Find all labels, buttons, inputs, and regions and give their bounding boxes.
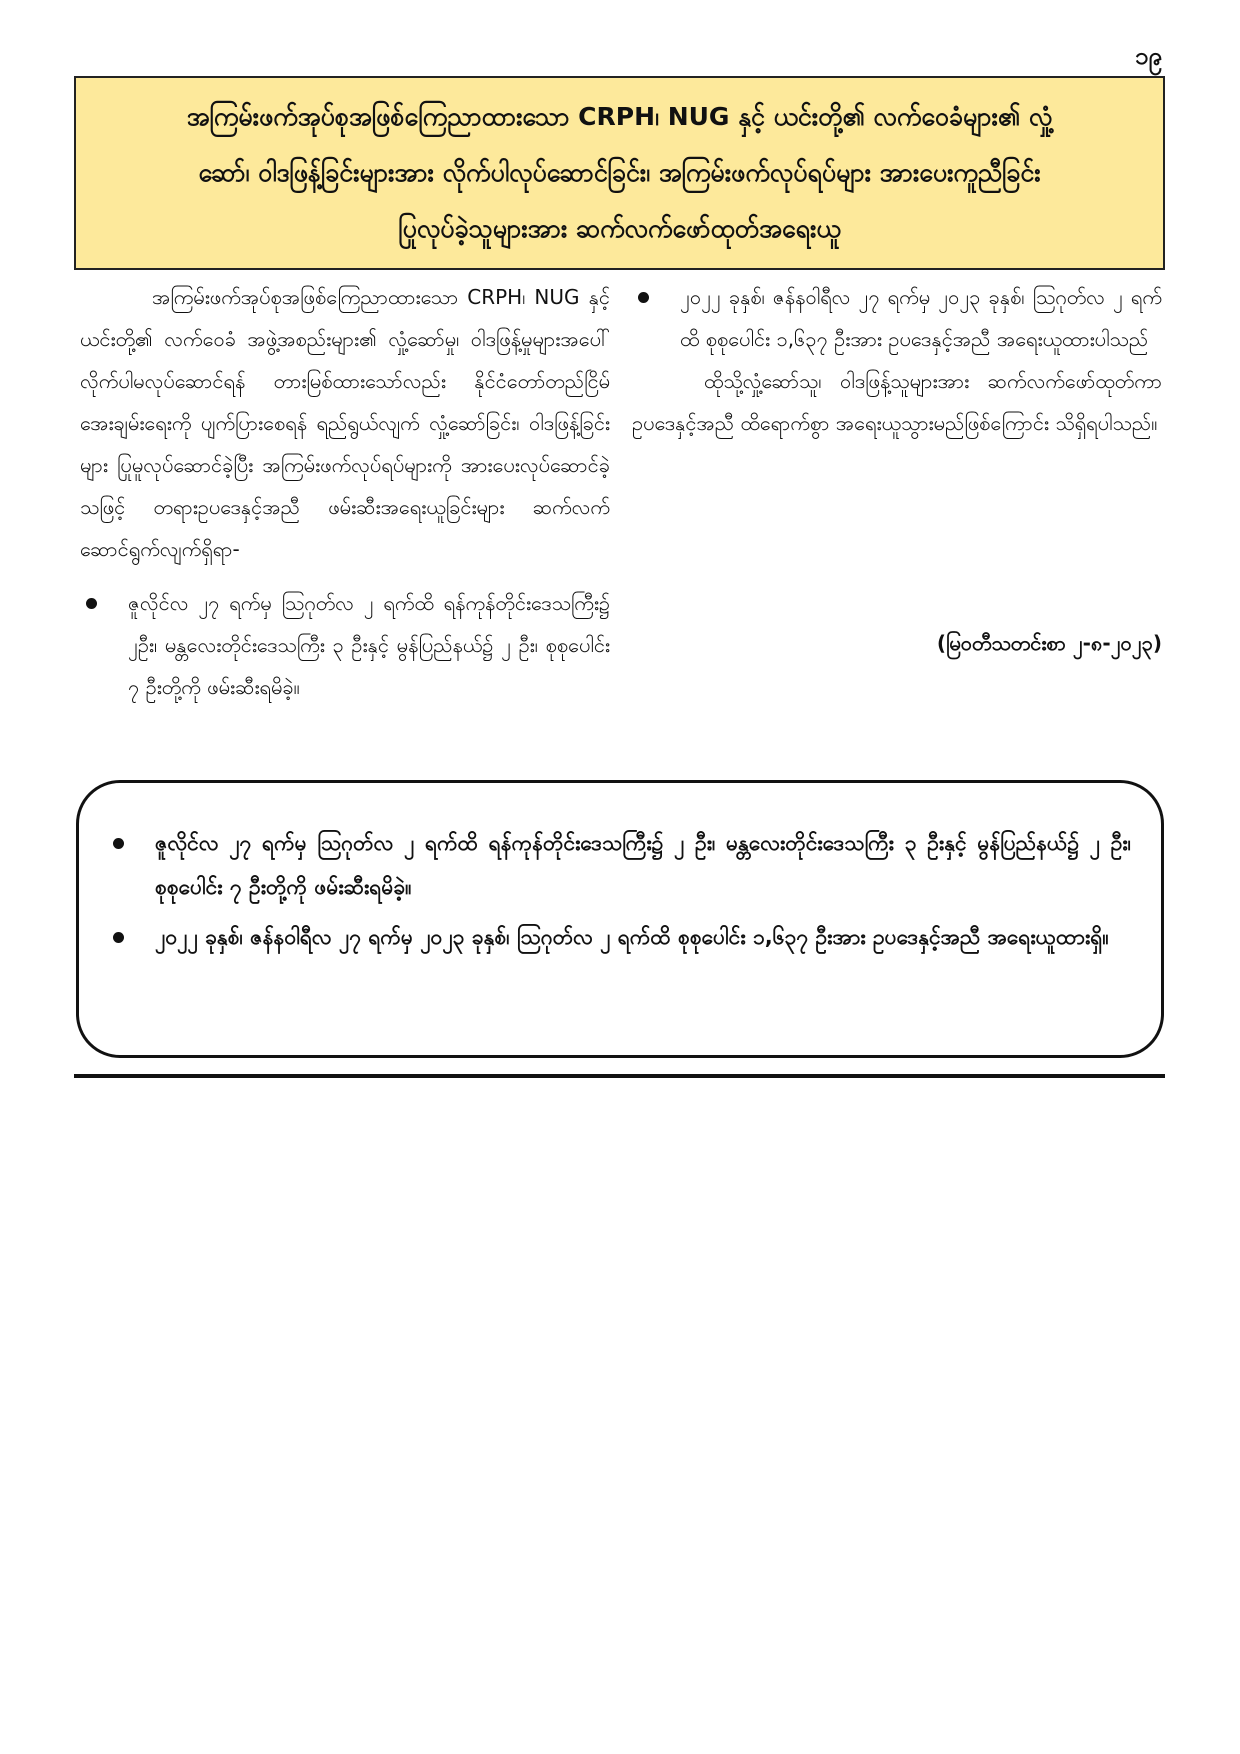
right-bullet-list bbox=[632, 276, 1162, 360]
headline-line-2: ဆော်၊ ဝါဒဖြန့်ခြင်းများအား လိုက်ပါလုပ်ဆောင်ခြင်း၊ အကြမ်းဖက်လုပ်ရပ်များ အားပေးကူညီခြင်း bbox=[198, 158, 1041, 187]
summary-item-text: ဇူလိုင်လ ၂၇ ရက်မှ ဩဂုတ်လ ၂ ရက်ထိ ရန်ကုန်တိုင်းဒေသကြီး၌ ၂ ဦး၊ မန္တလေးတိုင်းဒေသကြီး ၃ ဦးနှင့် မွန်ပြည်နယ်၌ ၂ ဦး၊ စုစုပေါင်း ၇ ဦးတို့ကို ဖမ်းဆီးရမိခဲ့။ bbox=[155, 831, 1131, 899]
headline-box bbox=[74, 76, 1165, 270]
list-item bbox=[632, 276, 1162, 360]
bullet-icon bbox=[86, 598, 97, 609]
summary-item bbox=[103, 915, 1131, 959]
source-citation: (မြဝတီသတင်းစာ ၂-၈-၂၀၂၃) bbox=[936, 631, 1162, 655]
summary-item-text: ၂၀၂၂ ခုနှစ်၊ ဇန်နဝါရီလ ၂၇ ရက်မှ ၂၀၂၃ ခုနှစ်၊ ဩဂုတ်လ ၂ ရက်ထိ စုစုပေါင်း ၁,၆၃၇ ဦးအား ဥပဒေနှင့်အညီ အရေးယူထားရှိ။ bbox=[155, 925, 1109, 949]
headline-line-3: ပြုလုပ်ခဲ့သူများအား ဆက်လက်ဖော်ထုတ်အရေးယူ bbox=[398, 214, 841, 243]
bullet-icon bbox=[638, 292, 649, 303]
bullet-icon bbox=[113, 838, 124, 849]
page-number: ၁၉ bbox=[1135, 42, 1162, 70]
list-item-text: ၂၀၂၂ ခုနှစ်၊ ဇန်နဝါရီလ ၂၇ ရက်မှ ၂၀၂၃ ခုနှစ်၊ ဩဂုတ်လ ၂ ရက်ထိ စုစုပေါင်း ၁,၆၃၇ ဦးအား ဥပဒေနှင့်အညီ အရေးယူထားပါသည် bbox=[680, 285, 1162, 351]
list-item-text: ဇူလိုင်လ ၂၇ ရက်မှ ဩဂုတ်လ ၂ ရက်ထိ ရန်ကုန်တိုင်းဒေသကြီး၌ ၂ဦး၊ မန္တလေးတိုင်းဒေသကြီး ၃ ဦးနှင့် မွန်ပြည်နယ်၌ ၂ ဦး၊ စုစုပေါင်း ၇ ဦးတို့ကို ဖမ်းဆီးရမိခဲ့။ bbox=[128, 591, 610, 699]
intro-paragraph: အကြမ်းဖက်အုပ်စုအဖြစ်ကြေညာထားသော CRPH၊ NUG နှင့်ယင်းတို့၏ လက်ဝေခံ အဖွဲ့အစည်းများ၏ လှုံ့ဆော်မှု၊ ဝါဒဖြန့်မှုများအပေါ် လိုက်ပါမလုပ်ဆောင်ရန် တားမြစ်ထားသော်လည်း နိုင်ငံတော်တည်ငြိမ်အေးချမ်းရေးကို ပျက်ပြားစေရန် ရည်ရွယ်လျက် လှုံ့ဆော်ခြင်း၊ ဝါဒဖြန့်ခြင်းများ ပြုမူလုပ်ဆောင်ခဲ့ပြီး အကြမ်းဖက်လုပ်ရပ်များကို အားပေးလုပ်ဆောင်ခဲ့သဖြင့် တရားဥပဒေနှင့်အညီ ဖမ်းဆီးအရေးယူခြင်းများ ဆက်လက်ဆောင်ရွက်လျက်ရှိရာ- bbox=[80, 285, 610, 561]
left-column bbox=[80, 276, 610, 708]
list-item bbox=[80, 582, 610, 708]
right-column bbox=[632, 276, 1162, 444]
summary-list bbox=[103, 821, 1131, 959]
summary-box bbox=[76, 780, 1164, 1058]
headline-line-1: အကြမ်းဖက်အုပ်စုအဖြစ်ကြေညာထားသော CRPH၊ NUG နှင့် ယင်းတို့၏ လက်ဝေခံများ၏ လှုံ့ bbox=[186, 102, 1053, 131]
bottom-divider bbox=[74, 1074, 1165, 1078]
closing-paragraph: ထိုသို့လှုံ့ဆော်သူ၊ ဝါဒဖြန့်သူများအား ဆက်လက်ဖော်ထုတ်ကာ ဥပဒေနှင့်အညီ ထိရောက်စွာ အရေးယူသွားမည်ဖြစ်ကြောင်း သိရှိရပါသည်။ bbox=[632, 369, 1162, 435]
left-bullet-list bbox=[80, 582, 610, 708]
summary-item bbox=[103, 821, 1131, 909]
bullet-icon bbox=[113, 932, 124, 943]
